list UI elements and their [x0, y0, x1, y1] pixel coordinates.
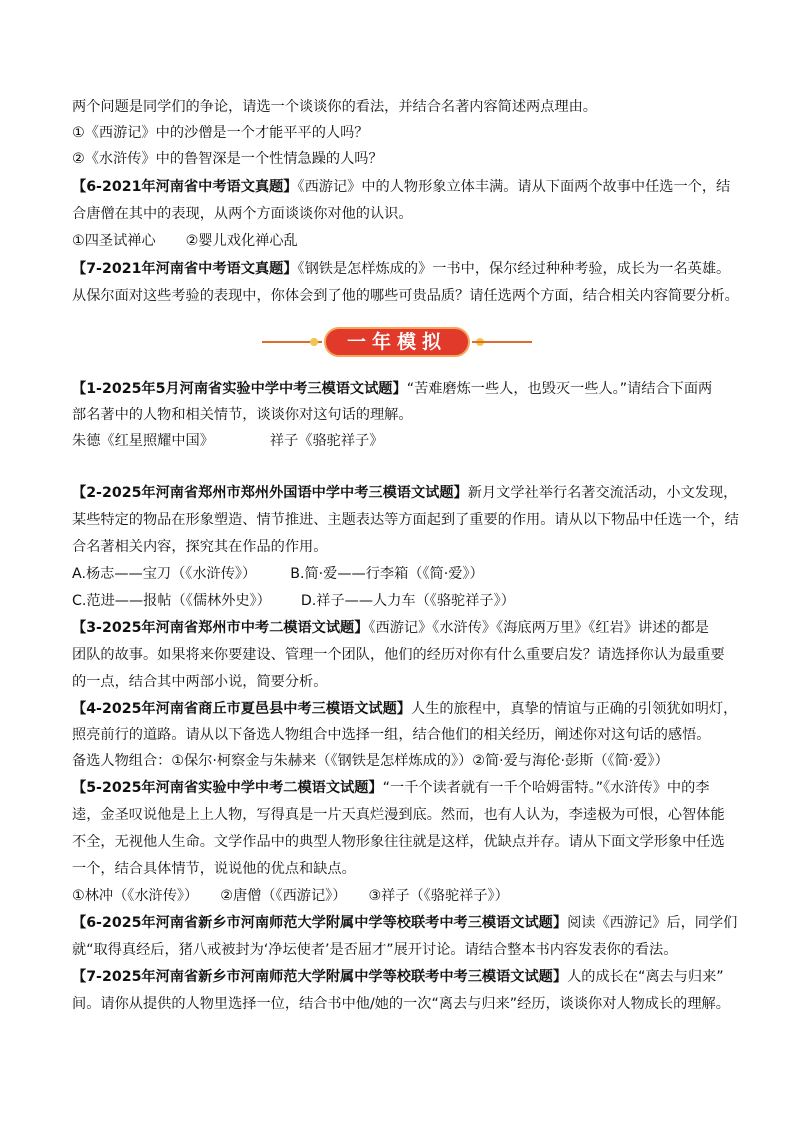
question-options	[72, 230, 298, 252]
question-source-tag: 【2-2025年河南省郑州市郑州外国语中学中考三模语文试题】	[72, 485, 468, 501]
question-text: 照亮前行的道路。请从以下备选人物组合中选择一组，结合他们的相关经历，阐述你对这句话的感悟。	[72, 727, 711, 743]
question-text: 备选人物组合：①保尔·柯察金与朱赫来（《钢铁是怎样炼成的》）②简·爱与海伦·彭斯（《简·爱》）	[72, 753, 669, 769]
question-text: 部名著中的人物和相关情节，谈谈你对这句话的理解。	[72, 407, 413, 423]
question-options	[72, 563, 484, 585]
question-options	[72, 590, 515, 612]
question-option: 祥子《骆驼祥子》	[269, 433, 384, 449]
question-options	[72, 430, 383, 452]
question-option: 朱德《红星照耀中国》	[72, 433, 214, 449]
question-text: 就“取得真经后，猪八戒被封为‘净坛使者’是否屈才”展开讨论。请结合整本书内容发表你的看法。	[72, 942, 678, 958]
question-options	[72, 885, 509, 907]
question-7-2025	[72, 966, 724, 988]
question-text: 合名著相关内容，探究其在作品的作用。	[72, 539, 328, 555]
question-3-2025	[72, 617, 709, 639]
question-source-tag: 【6-2025年河南省新乡市河南师范大学附属中学等校联考中考三模语文试题】	[72, 915, 568, 931]
question-text: 某些特定的物品在形象塑造、情节推进、主题表达等方面起到了重要的作用。请从以下物品中任选一个，结	[72, 512, 739, 528]
question-6-2021	[72, 176, 730, 198]
question-option: ②唐僧（《西游记》）	[220, 888, 347, 904]
question-text: 《西游记》中的人物形象立体丰满。请从下面两个故事中任选一个，结	[297, 179, 731, 195]
question-option: A.杨志——宝刀（《水浒传》）	[72, 566, 257, 582]
question-1-2025	[72, 378, 712, 400]
question-text: 两个问题是同学们的争论，请选一个谈谈你的看法，并结合名著内容简述两点理由。	[72, 99, 597, 115]
question-source-tag: 【7-2025年河南省新乡市河南师范大学附属中学等校联考中考三模语文试题】	[72, 969, 568, 985]
question-6-2025	[72, 912, 737, 934]
question-5-2025	[72, 777, 709, 799]
question-option: D.祥子——人力车（《骆驼祥子》）	[300, 593, 515, 609]
question-option: ①《西游记》中的沙僧是一个才能平平的人吗？	[72, 125, 369, 141]
question-text: 间。请你从提供的人物里选择一位，结合书中他/她的一次“离去与归来”经历，谈谈你对人物成长的理解。	[72, 996, 730, 1012]
question-option: ③祥子（《骆驼祥子》）	[368, 888, 509, 904]
banner-left-ornament	[310, 338, 318, 346]
question-option: ①林冲（《水浒传》）	[72, 888, 199, 904]
question-source-tag: 【6-2021年河南省中考语文真题】	[72, 179, 298, 195]
question-option: B.简·爱——行李箱（《简·爱》）	[290, 566, 484, 582]
question-4-2025	[72, 698, 737, 720]
section-banner	[262, 327, 532, 357]
question-option: ②婴儿戏化禅心乱	[185, 233, 298, 249]
question-text: 《钢铁是怎样炼成的》一书中，保尔经过种种考验，成长为一名英雄。	[297, 261, 731, 277]
question-text: 团队的故事。如果将来你要建设、管理一个团队，他们的经历对你有什么重要启发？请选择你认为最重要	[72, 647, 725, 663]
question-text: 逵，金圣叹说他是上上人物，写得真是一片天真烂漫到底。然而，也有人认为，李逵极为可恨，心智体能	[72, 807, 725, 823]
question-source-tag: 【5-2025年河南省实验中学中考二模语文试题】	[72, 780, 383, 796]
section-title: 一年模拟	[324, 327, 470, 357]
question-text: 不全，无视他人生命。文学作品中的典型人物形象往往就是这样，优缺点并存。请从下面文学形象中任选	[72, 834, 725, 850]
question-source-tag: 【1-2025年5月河南省实验中学中考三模语文试题】	[72, 381, 407, 397]
question-2-2025	[72, 482, 737, 504]
question-7-2021	[72, 258, 730, 280]
banner-right-rule	[472, 341, 532, 343]
question-text: 人生的旅程中，真挚的情谊与正确的引领犹如明灯，	[411, 701, 738, 717]
question-text: 《西游记》《水浒传》《海底两万里》《红岩》讲述的都是	[368, 620, 709, 636]
question-text: 合唐僧在其中的表现，从两个方面谈谈你对他的认识。	[72, 206, 413, 222]
question-source-tag: 【7-2021年河南省中考语文真题】	[72, 261, 298, 277]
question-source-tag: 【3-2025年河南省郑州市中考二模语文试题】	[72, 620, 369, 636]
question-text: 阅读《西游记》后，同学们	[567, 915, 738, 931]
question-option: ②《水浒传》中的鲁智深是一个性情急躁的人吗？	[72, 151, 383, 167]
question-text: “苦难磨炼一些人，也毁灭一些人。”请结合下面两	[406, 381, 713, 397]
question-text: 人的成长在“离去与归来”	[567, 969, 724, 985]
question-source-tag: 【4-2025年河南省商丘市夏邑县中考三模语文试题】	[72, 701, 411, 717]
question-option: C.范进——报帖（《儒林外史》）	[72, 593, 271, 609]
question-text: 从保尔面对这些考验的表现中，你体会到了他的哪些可贵品质？请任选两个方面，结合相关内容简要分析。	[72, 288, 739, 304]
question-text: 一个，结合具体情节，说说他的优点和缺点。	[72, 861, 356, 877]
question-text: 的一点，结合其中两部小说，简要分析。	[72, 674, 328, 690]
question-text: “一千个读者就有一千个哈姆雷特。”《水浒传》中的李	[382, 780, 710, 796]
question-option: ①四圣试禅心	[72, 233, 156, 249]
question-text: 新月文学社举行名著交流活动，小文发现，	[467, 485, 738, 501]
